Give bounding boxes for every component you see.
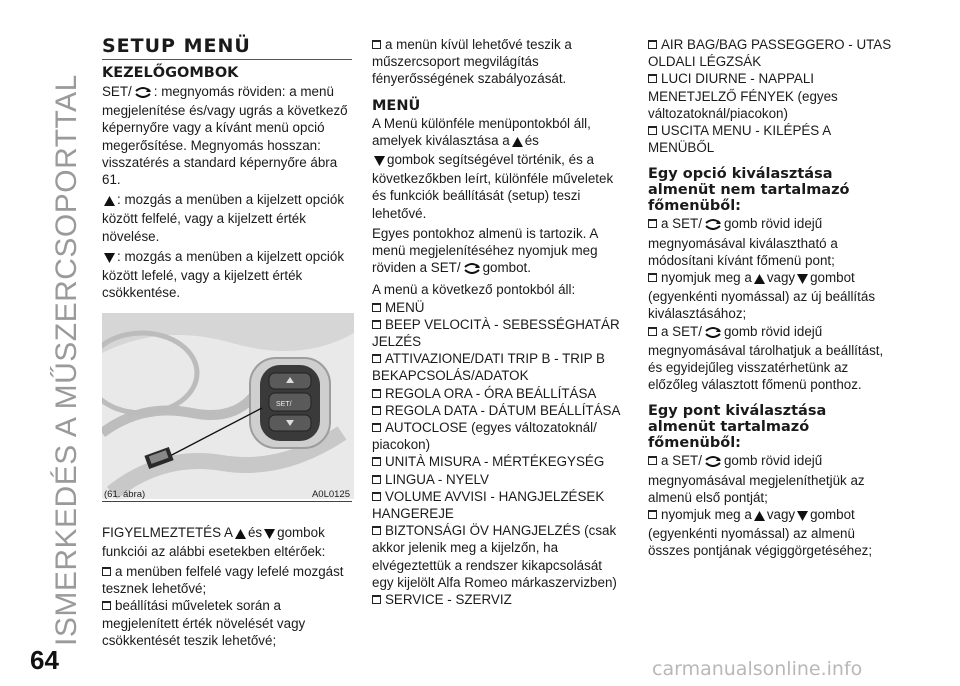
warning-and: és xyxy=(247,524,263,540)
figure-code: A0L0125 xyxy=(311,489,350,501)
menu-list-item-text: BEEP VELOCITÀ - SEBESSÉGHATÁR JELZÉS xyxy=(372,316,620,350)
bullet-box-icon xyxy=(648,40,657,49)
bullet-box-icon xyxy=(648,456,657,465)
list-item-text: a SET/ xyxy=(661,216,702,232)
bullet-box-icon xyxy=(372,423,381,432)
menu-list-item-text: UNITÀ MISURA - MÉRTÉKEGYSÉG xyxy=(385,454,605,470)
bullet-box-icon xyxy=(102,567,111,576)
down-triangle-icon xyxy=(264,526,275,543)
list-item-text: gomb rövid idejű megnyomásával megjeleníthetjük az almenü első pontját; xyxy=(648,453,865,505)
bullet-box-icon xyxy=(372,595,381,604)
bullet-box-icon xyxy=(372,303,381,312)
set-description: : megnyomás röviden: a menü megjelenítése és/vagy ugrás a következő képernyőre vagy a kívánt menü opció megerősítése. Megnyomás hosszan: visszatérés a standard képernyőre ábra 61. xyxy=(102,84,348,188)
up-triangle-icon xyxy=(235,526,246,543)
menu-list-item xyxy=(648,36,898,70)
list-item-text: a menün kívül lehetővé teszik a műszercsoport megvilágítás fényerősségének szabályozását. xyxy=(372,37,572,87)
bullet-box-icon xyxy=(372,389,381,398)
list-item xyxy=(648,506,898,560)
menu-list-item xyxy=(372,299,622,316)
warning-suffix: gombok funkciói az alábbi esetekben eltérőek: xyxy=(102,524,326,559)
menu-list-item-text: ATTIVAZIONE/DATI TRIP B - TRIP B BEKAPCSOLÁS/ADATOK xyxy=(372,351,605,384)
menu-list-item xyxy=(372,385,622,402)
up-paragraph xyxy=(102,191,352,245)
warning-paragraph xyxy=(102,524,352,560)
list-item xyxy=(648,323,898,394)
menu-list-item-text: LUCI DIURNE - NAPPALI MENETJELZŐ FÉNYEK (egyes változatoknál/piacokon) xyxy=(648,71,838,121)
bullet-box-icon xyxy=(372,320,381,329)
down-triangle-icon xyxy=(797,271,808,288)
up-triangle-icon xyxy=(512,134,523,151)
up-triangle-icon xyxy=(754,508,765,525)
return-arrow-icon xyxy=(704,325,722,342)
menu-list-item xyxy=(372,453,622,470)
bullet-box-icon xyxy=(372,40,381,49)
column-3 xyxy=(648,36,898,560)
menu-list-item xyxy=(372,402,622,419)
submenu-pre: Egyes pontokhoz almenü is tartozik. A menü megjelenítéséhez nyomjuk meg röviden a SET/ xyxy=(372,225,598,276)
bullet-box-icon xyxy=(372,492,381,501)
column-1 xyxy=(102,36,352,649)
menu-list-item-text: SERVICE - SZERVIZ xyxy=(385,592,512,608)
watermark: carmanualsonline.info xyxy=(652,658,863,680)
list-item-text: nyomjuk meg a xyxy=(661,270,752,286)
list-item xyxy=(102,563,352,597)
submenu-paragraph xyxy=(372,225,622,279)
menu-list-item xyxy=(372,471,622,488)
figure-caption xyxy=(102,486,352,503)
list-item-text: vagy xyxy=(766,270,796,286)
return-arrow-icon xyxy=(704,454,722,471)
up-triangle-icon xyxy=(104,193,115,210)
list-item xyxy=(372,36,622,88)
menu-list-item xyxy=(372,591,622,608)
list-item-text: gombot (egyenkénti nyomással) az almenü összes pontjának végiggörgetéséhez; xyxy=(648,507,873,559)
menu-intro-post: gombok segítségével történik, és a következőkben leírt, különféle műveletek és funkciók beállítását (setup) teszi lehetővé. xyxy=(372,152,614,221)
bullet-box-icon xyxy=(372,457,381,466)
submenu-select-heading: Egy pont kiválasztása almenüt tartalmazó főmenüből: xyxy=(648,403,827,452)
menu-list-item xyxy=(372,350,622,384)
down-paragraph xyxy=(102,248,352,302)
bullet-box-icon xyxy=(648,327,657,336)
menu-list-item xyxy=(648,70,898,122)
bullet-box-icon xyxy=(648,510,657,519)
menu-items-list-cont xyxy=(648,36,898,156)
down-triangle-icon xyxy=(104,250,115,267)
bullet-box-icon xyxy=(372,475,381,484)
list-item xyxy=(648,269,898,323)
menu-list-item-text: REGOLA DATA - DÁTUM BEÁLLÍTÁSA xyxy=(385,402,621,418)
menu-list-item xyxy=(372,419,622,453)
figure-61-image xyxy=(102,313,354,499)
bullet-box-icon xyxy=(648,273,657,282)
menu-list-item xyxy=(372,488,622,522)
option-select-heading: Egy opció kiválasztása almenüt nem tartalmazó főmenüből: xyxy=(648,166,850,215)
return-arrow-icon xyxy=(704,217,722,234)
set-paragraph xyxy=(102,83,352,188)
list-item xyxy=(648,452,898,506)
menu-heading: MENÜ xyxy=(372,97,421,114)
items-intro: A menü a következő pontokból áll: xyxy=(372,282,576,298)
list-item xyxy=(648,215,898,269)
list-item-text: vagy xyxy=(766,507,796,523)
return-arrow-icon xyxy=(463,261,481,278)
figure-button-set-label: SET/ xyxy=(276,401,292,409)
menu-list-item xyxy=(648,122,898,156)
list-item-text: a menüben felfelé vagy lefelé mozgást tesznek lehetővé; xyxy=(102,564,344,597)
down-description: : mozgás a menüben a kijelzett opciók között lefelé, vagy a kijelzett érték csökkentése. xyxy=(102,248,345,301)
list-item-text: a SET/ xyxy=(661,453,702,469)
menu-list-item xyxy=(372,522,622,591)
menu-list-item-text: BIZTONSÁGI ÖV HANGJELZÉS (csak akkor jelenik meg a kijelzőn, ha elvégeztettük a rendszer kikapcsolását egy kijelölt Alfa Romeo márkaszervizben) xyxy=(372,523,617,590)
down-triangle-icon xyxy=(374,153,385,170)
down-triangle-icon xyxy=(797,508,808,525)
section-title: SETUP MENÜ xyxy=(102,35,251,57)
menu-list-item-text: LINGUA - NYELV xyxy=(385,471,489,487)
list-item-text: gombot (egyenkénti nyomással) az új beállítás kiválasztásához; xyxy=(648,270,876,322)
sidebar-section-title: ISMERKEDÉS A MŰSZERCSOPORTTAL xyxy=(50,74,83,646)
submenu-post: gombot. xyxy=(482,260,531,276)
menu-list-item-text: REGOLA ORA - ÓRA BEÁLLÍTÁSA xyxy=(385,385,597,401)
subsection-title: KEZELŐGOMBOK xyxy=(102,65,239,81)
menu-list-item-text: AUTOCLOSE (egyes változatoknál/ piacokon) xyxy=(372,420,597,453)
warning-prefix: FIGYELMEZTETÉS A xyxy=(102,524,233,540)
menu-list-item-text: AIR BAG/BAG PASSEGGERO - UTAS OLDALI LÉGZSÁK xyxy=(648,37,892,70)
menu-items-list xyxy=(372,299,622,609)
list-item-text: beállítási műveletek során a megjelenített érték növelését vagy csökkentését teszik lehetővé; xyxy=(102,598,306,648)
page-number: 64 xyxy=(30,645,59,675)
menu-list-item-text: USCITA MENU - KILÉPÉS A MENÜBŐL xyxy=(648,123,831,156)
column-2 xyxy=(372,36,622,608)
menu-list-item-text: MENÜ xyxy=(385,299,425,315)
up-description: : mozgás a menüben a kijelzett opciók között felfelé, vagy a kijelzett érték növelése. xyxy=(102,192,345,244)
bullet-box-icon xyxy=(372,526,381,535)
up-triangle-icon xyxy=(754,271,765,288)
bullet-box-icon xyxy=(648,74,657,83)
set-label: SET/ xyxy=(102,84,132,99)
list-item-text: gomb rövid idejű megnyomásával kiválasztható a módosítani kívánt főmenü pont; xyxy=(648,216,838,268)
menu-intro-pre: A Menü különféle menüpontokból áll, amelyek kiválasztása a xyxy=(372,115,591,148)
menu-intro-and: és xyxy=(524,132,539,148)
menu-intro xyxy=(372,115,622,222)
menu-list-item-text: VOLUME AVVISI - HANGJELZÉSEK HANGEREJE xyxy=(372,488,605,522)
title-rule xyxy=(102,59,352,60)
bullet-box-icon xyxy=(102,601,111,610)
list-item-text: gomb rövid idejű megnyomásával tárolhatjuk a beállítást, és egyidejűleg visszatérhetünk az előzőleg választott főmenü ponthoz. xyxy=(648,323,884,393)
bullet-box-icon xyxy=(372,354,381,363)
bullet-box-icon xyxy=(648,219,657,228)
list-item-text: nyomjuk meg a xyxy=(661,507,752,523)
list-item xyxy=(102,597,352,649)
bullet-box-icon xyxy=(372,406,381,415)
bullet-box-icon xyxy=(648,126,657,135)
figure-label: (61. ábra) xyxy=(104,489,146,501)
return-arrow-icon xyxy=(134,85,152,102)
menu-list-item xyxy=(372,316,622,350)
list-item-text: a SET/ xyxy=(661,323,702,339)
